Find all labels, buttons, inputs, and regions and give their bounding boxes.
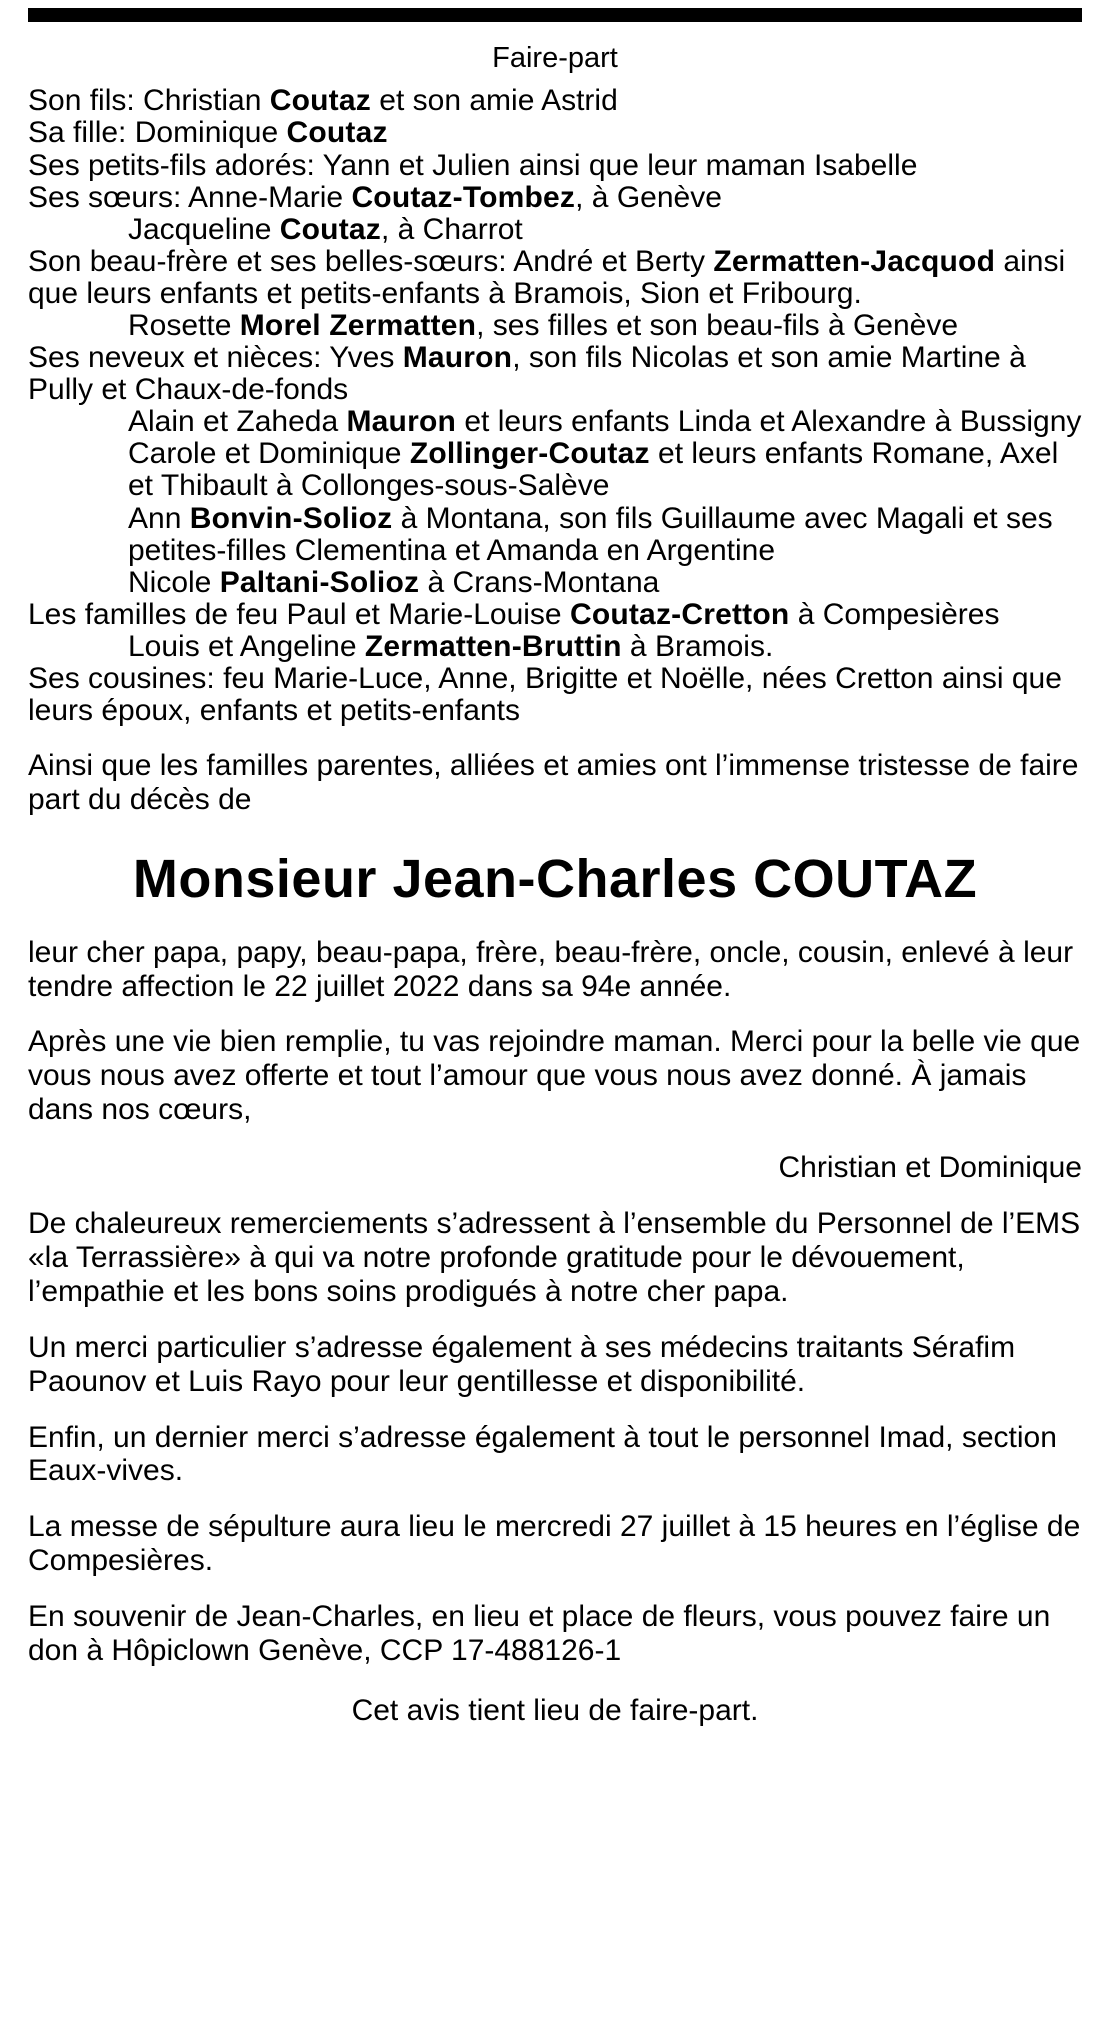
family-text: , à Charrot [380,212,523,246]
family-line [28,663,1082,727]
closing-line: Cet avis tient lieu de faire-part. [351,1693,759,1727]
family-text: Louis et Angeline [128,629,365,663]
family-text: Les familles de feu Paul et Marie-Louise [28,597,570,631]
signature: Christian et Dominique [778,1151,1082,1185]
family-line [28,150,1082,182]
family-line [28,503,1082,567]
family-line [28,631,1082,663]
family-text: Alain et Zaheda [128,405,347,439]
family-text: et leurs enfants Linda et Alexandre à Bussigny [456,405,1082,439]
family-surname: Coutaz [279,212,381,246]
notice-heading: Faire-part [492,42,618,74]
family-list [28,85,1082,727]
thanks-section [28,1207,1082,1668]
relation-paragraph: leur cher papa, papy, beau-papa, frère, beau-frère, oncle, cousin, enlevé à leur tendre affection le 22 juillet 2022 dans sa 94e année. [28,935,1074,1003]
family-text: à Montana, son fils Guillaume avec Magali et ses petites-filles Clementina et Amanda en Argentine [128,501,1053,567]
family-line [28,182,1082,214]
family-surname: Coutaz [269,84,371,118]
family-line [28,85,1082,117]
deceased-name: Monsieur Jean-Charles COUTAZ [132,849,978,909]
family-line [28,214,1082,246]
family-surname: Coutaz [286,116,388,150]
family-text: Ann [128,501,190,535]
thanks-paragraph: Enfin, un dernier merci s’adresse également à tout le personnel Imad, section Eaux-vives. [28,1420,1057,1488]
family-surname: Coutaz-Cretton [569,597,790,631]
announcement-paragraph: Ainsi que les familles parentes, alliées et amies ont l’immense tristesse de faire part du décès de [28,749,1079,817]
family-line [28,342,1082,406]
family-text: à Bramois. [621,629,774,663]
family-surname: Bonvin-Solioz [189,501,393,535]
family-text: à Compesières [789,597,1000,631]
family-text: Son fils: Christian [28,84,270,118]
family-text: Ses cousines: feu Marie-Luce, Anne, Brigitte et Noëlle, nées Cretton ainsi que leurs époux, enfants et petits-enfants [28,662,1062,728]
family-surname: Zollinger-Coutaz [409,437,650,471]
tribute-paragraph: Après une vie bien remplie, tu vas rejoindre maman. Merci pour la belle vie que vous nous avez offerte et tout l’amour que vous nous avez donné. À jamais dans nos cœurs, [28,1025,1081,1127]
family-surname: Zermatten-Jacquod [713,244,996,278]
family-surname: Mauron [402,341,513,375]
family-surname: Mauron [346,405,457,439]
family-text: Carole et Dominique [128,437,410,471]
family-text: , ses filles et son beau-fils à Genève [476,309,959,342]
family-text: Jacqueline [128,212,280,246]
family-surname: Coutaz-Tombez [351,180,576,214]
thanks-paragraph: En souvenir de Jean-Charles, en lieu et place de fleurs, vous pouvez faire un don à Hôpiclown Genève, CCP 17-488126-1 [28,1600,1051,1668]
family-text: , à Genève [575,180,722,214]
family-text: Son beau-frère et ses belles-sœurs: André et Berty [28,244,714,278]
family-line [28,567,1082,599]
top-divider [28,8,1082,22]
obituary-notice [0,8,1110,1728]
family-text: Sa fille: Dominique [28,116,287,150]
family-line [28,310,1082,342]
family-text: et son amie Astrid [370,84,618,118]
family-text: Ses petits-fils adorés: Yann et Julien ainsi que leur maman Isabelle [28,148,918,182]
family-line [28,599,1082,631]
family-surname: Morel Zermatten [239,309,477,342]
family-line [28,246,1082,310]
family-text: Nicole [128,565,220,599]
family-line [28,438,1082,502]
family-text: , son fils Nicolas et son amie Martine à Pully et Chaux-de-fonds [28,341,1026,407]
family-text: Rosette [128,309,240,342]
thanks-paragraph: Un merci particulier s’adresse également à ses médecins traitants Sérafim Paounov et Luis Rayo pour leur gentillesse et disponibilité. [28,1330,1016,1398]
family-surname: Paltani-Solioz [219,565,420,599]
thanks-paragraph: De chaleureux remerciements s’adressent à l’ensemble du Personnel de l’EMS «la Terrassière» à qui va notre profonde gratitude pour le dévouement, l’empathie et les bons soins prodigués à notre cher papa. [28,1207,1081,1308]
family-text: ainsi que leurs enfants et petits-enfants à Bramois, Sion et Fribourg. [28,244,1066,310]
family-line [28,117,1082,149]
family-surname: Zermatten-Bruttin [364,629,622,663]
family-text: Ses sœurs: Anne-Marie [28,180,352,214]
family-line [28,406,1082,438]
family-text: à Crans-Montana [419,565,660,599]
family-text: Ses neveux et nièces: Yves [28,341,403,375]
thanks-paragraph: La messe de sépulture aura lieu le mercredi 27 juillet à 15 heures en l’église de Compesières. [28,1510,1081,1578]
family-text: et leurs enfants Romane, Axel et Thibault à Collonges-sous-Salève [128,437,1059,503]
